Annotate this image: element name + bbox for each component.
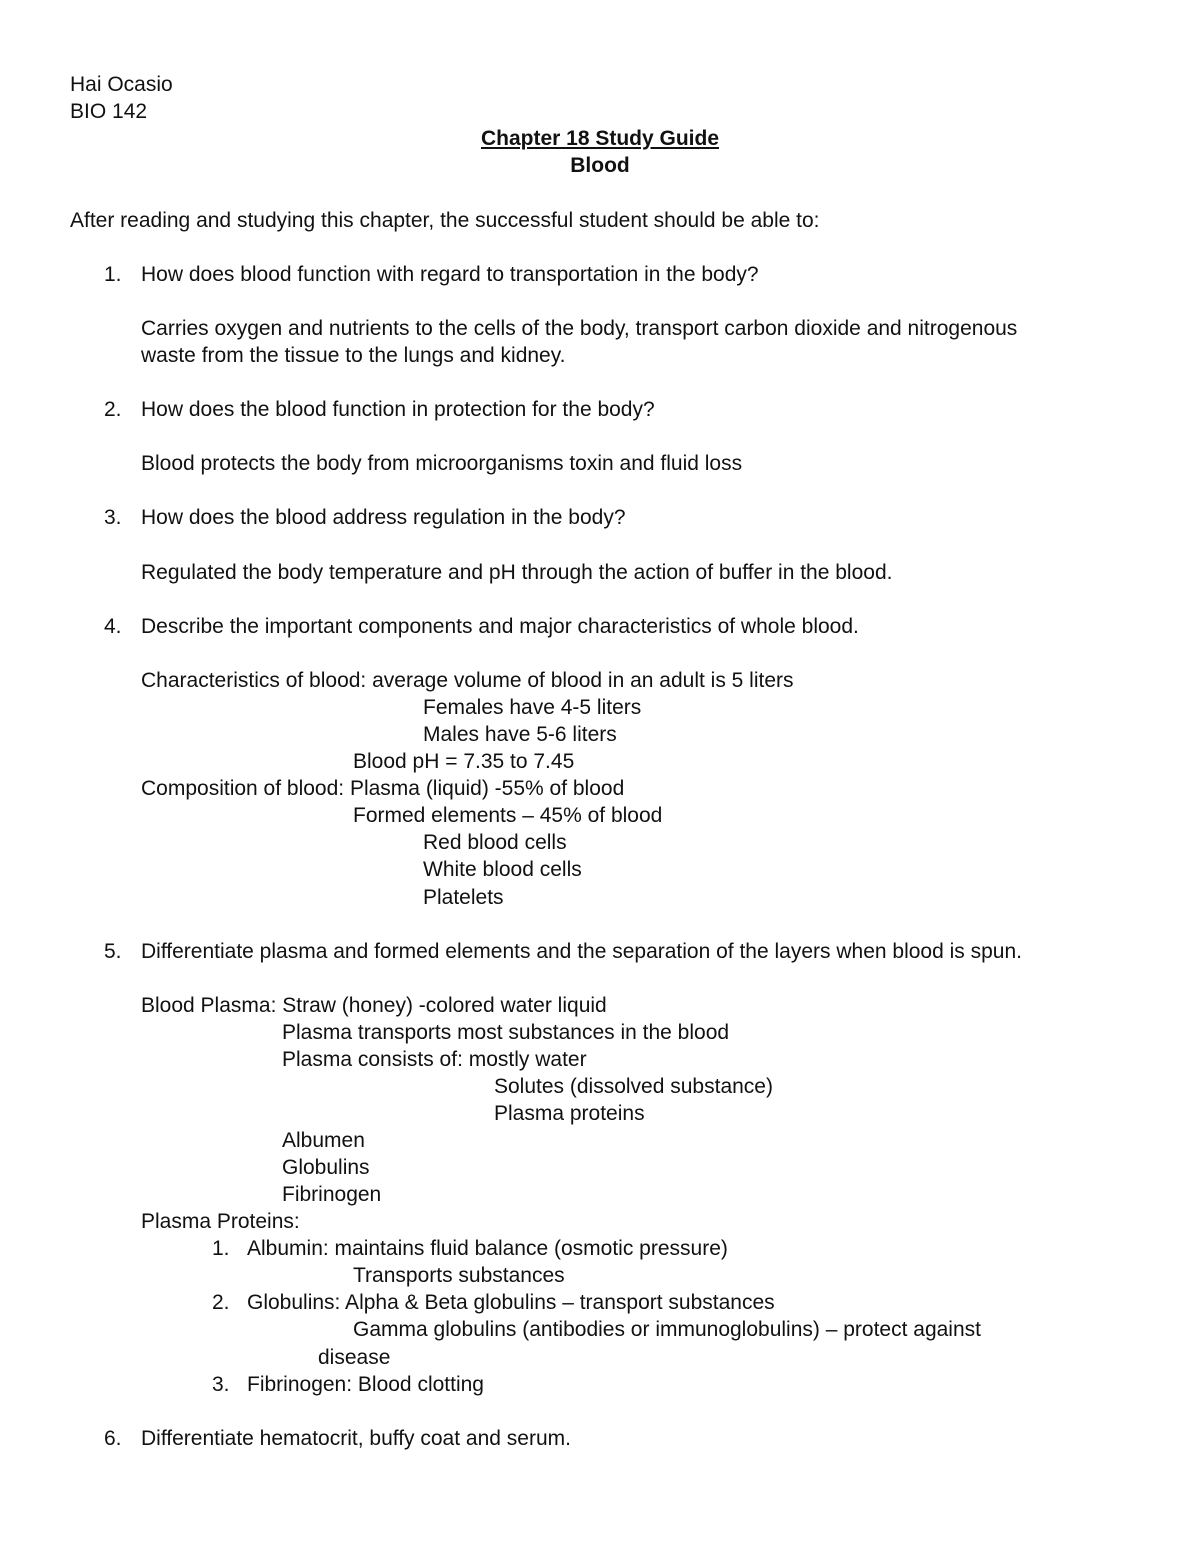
- page-title: [0, 127, 1200, 151]
- protein-item-detail: Gamma globulins (antibodies or immunoglobulins) – protect against: [353, 1318, 981, 1341]
- answer-4-line: Females have 4-5 liters: [423, 696, 642, 719]
- answer-4-line: Males have 5-6 liters: [423, 723, 617, 746]
- title-text: Chapter 18 Study Guide: [480, 127, 720, 150]
- protein-item-detail: disease: [318, 1346, 391, 1369]
- author-name: Hai Ocasio: [70, 73, 173, 96]
- answer-1-line-2: waste from the tissue to the lungs and kidney.: [141, 344, 566, 367]
- answer-5-line: Plasma transports most substances in the blood: [282, 1021, 730, 1044]
- protein-item: Globulins: Alpha & Beta globulins – transport substances: [247, 1291, 775, 1314]
- answer-5-line: Plasma proteins: [494, 1102, 645, 1125]
- question-2: How does the blood function in protection for the body?: [141, 398, 655, 421]
- protein-item: Albumin: maintains fluid balance (osmotic pressure): [247, 1237, 728, 1260]
- answer-5-line: Plasma consists of: mostly water: [282, 1048, 587, 1071]
- protein-item-detail: Transports substances: [353, 1264, 565, 1287]
- question-number: 1.: [104, 263, 122, 286]
- question-number: 5.: [104, 940, 122, 963]
- question-number: 3.: [104, 506, 122, 529]
- answer-3: Regulated the body temperature and pH through the action of buffer in the blood.: [141, 561, 893, 584]
- question-number: 4.: [104, 615, 122, 638]
- answer-4-line: Blood pH = 7.35 to 7.45: [353, 750, 575, 773]
- answer-1-line-1: Carries oxygen and nutrients to the cells of the body, transport carbon dioxide and nitrogenous: [141, 317, 1018, 340]
- question-number: 6.: [104, 1427, 122, 1450]
- sub-list-number: 3.: [212, 1373, 230, 1396]
- answer-5-line: Globulins: [282, 1156, 370, 1179]
- intro-text: After reading and studying this chapter, the successful student should be able to:: [70, 209, 820, 232]
- question-5: Differentiate plasma and formed elements and the separation of the layers when blood is spun.: [141, 940, 1022, 963]
- question-3: How does the blood address regulation in the body?: [141, 506, 626, 529]
- answer-4-line: Formed elements – 45% of blood: [353, 804, 663, 827]
- answer-4-line: Red blood cells: [423, 831, 567, 854]
- answer-4-line: White blood cells: [423, 858, 582, 881]
- sub-list-number: 2.: [212, 1291, 230, 1314]
- answer-5-line: Fibrinogen: [282, 1183, 382, 1206]
- question-4: Describe the important components and major characteristics of whole blood.: [141, 615, 859, 638]
- answer-4-line: Characteristics of blood: average volume of blood in an adult is 5 liters: [141, 669, 794, 692]
- answer-4-line: Composition of blood: Plasma (liquid) -55% of blood: [141, 777, 625, 800]
- sub-list-number: 1.: [212, 1237, 230, 1260]
- answer-5-line: Albumen: [282, 1129, 365, 1152]
- answer-4-line: Platelets: [423, 886, 504, 909]
- question-number: 2.: [104, 398, 122, 421]
- answer-5-line: Plasma Proteins:: [141, 1210, 300, 1233]
- answer-5-line: Blood Plasma: Straw (honey) -colored water liquid: [141, 994, 607, 1017]
- question-6: Differentiate hematocrit, buffy coat and serum.: [141, 1427, 571, 1450]
- course-code: BIO 142: [70, 100, 148, 123]
- question-1: How does blood function with regard to transportation in the body?: [141, 263, 759, 286]
- protein-item: Fibrinogen: Blood clotting: [247, 1373, 484, 1396]
- answer-5-line: Solutes (dissolved substance): [494, 1075, 773, 1098]
- page-subtitle: Blood: [570, 154, 630, 177]
- answer-2: Blood protects the body from microorganisms toxin and fluid loss: [141, 452, 743, 475]
